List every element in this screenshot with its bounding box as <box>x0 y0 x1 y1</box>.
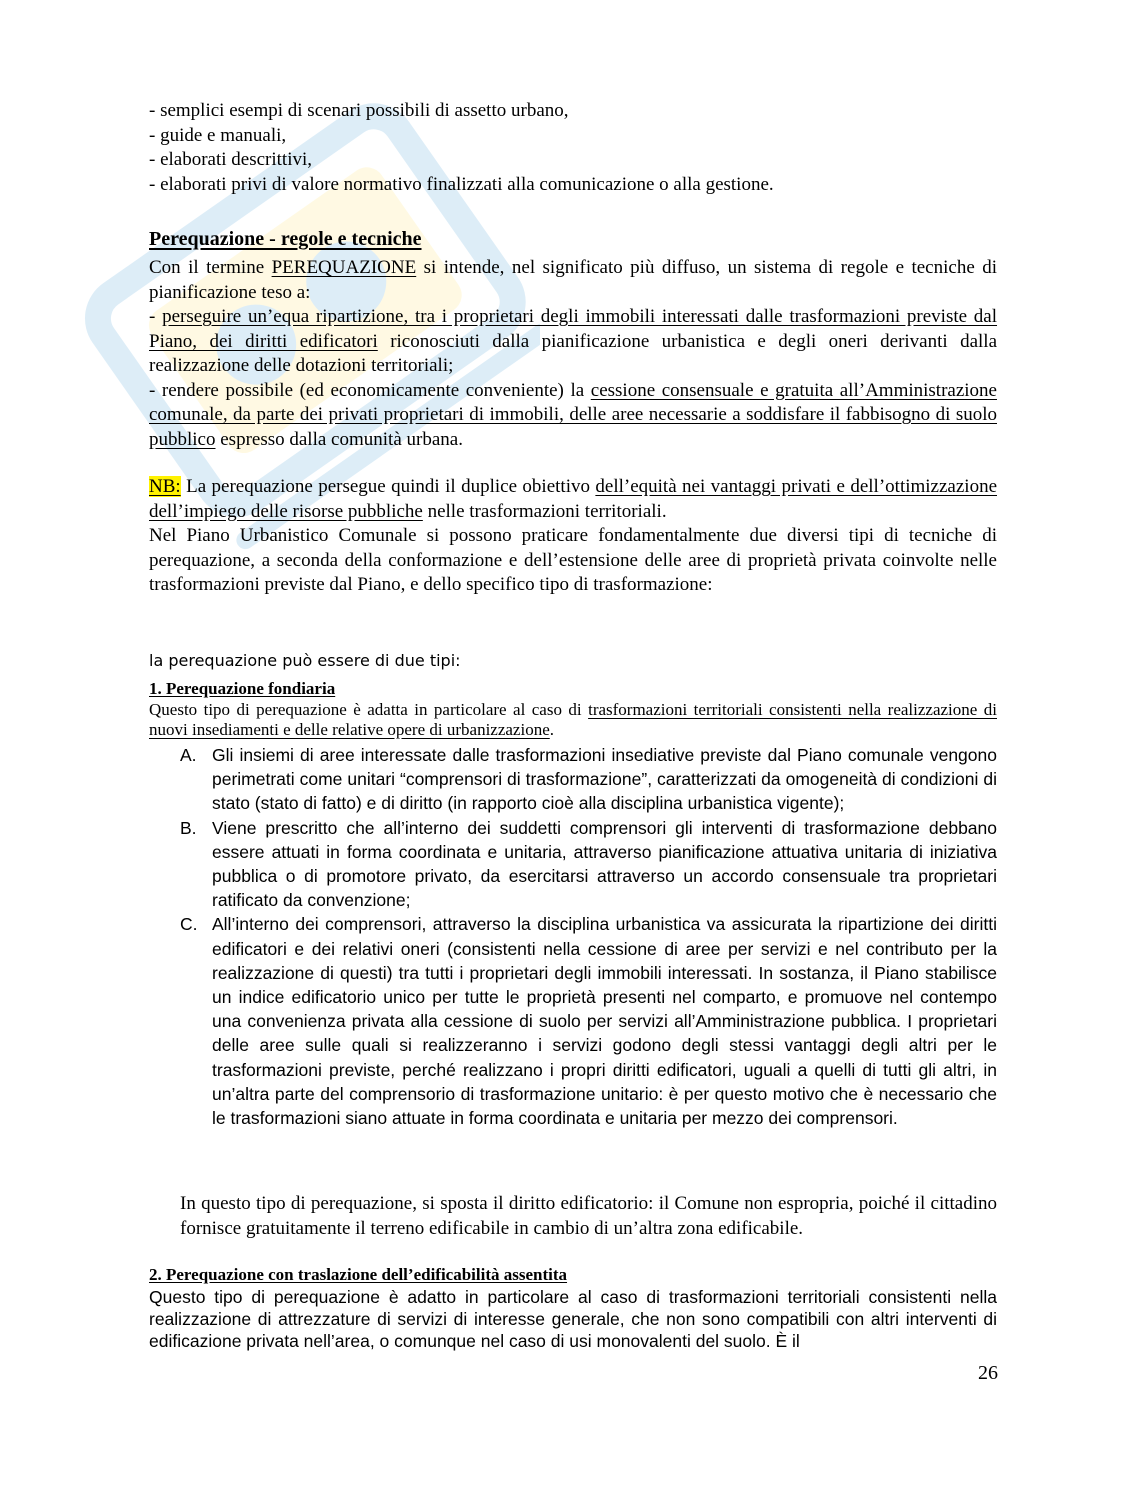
type2-block <box>149 1264 997 1352</box>
intro-item: - semplici esempi di scenari possibili di assetto urbano, <box>149 100 569 121</box>
section-body <box>149 256 997 452</box>
list-item: A. Gli insiemi di aree interessate dalle trasformazioni insediative previste dal Piano comunale vengono perimetrati come unitari “comprensori di trasformazione”, caratterizzati da omogeneità di condizioni di stato (stato di fatto) e di diritto (in rapporto cioè alla disciplina urbanistica vigente); <box>180 745 997 814</box>
nb-block <box>149 475 997 598</box>
type1-block <box>149 678 997 740</box>
intro-item: - elaborati privi di valore normativo finalizzati alla comunicazione o alla gestione. <box>149 173 774 195</box>
type2-title: 2. Perequazione con traslazione dell’edificabilità assentita <box>149 1265 568 1284</box>
page-number: 26 <box>978 1362 998 1384</box>
nb-label: NB: <box>149 476 181 497</box>
intro-item: - guide e manuali, <box>149 124 287 146</box>
term-perequazione: PEREQUAZIONE <box>271 257 417 278</box>
section-title: Perequazione - regole e tecniche <box>149 228 422 250</box>
list-item: C. All’interno dei comprensori, attraverso la disciplina urbanistica va assicurata la ripartizione dei diritti edificatori e dei relativi oneri (consistenti nella cessione di aree per servizi e nel contributo per la realizzazione di questi) tra tutti i proprietari degli immobili interessati. In sostanza, il Piano stabilisce un indice edificatorio unico per tutte le proprietà presenti nel comparto, e promuove nel contempo una convenienza privata alla cessione di suolo per servizi all’Amministrazione pubblica. I proprietari delle aree sulle quali si realizzeranno i servizi godono degli stessi vantaggi degli altri per le trasformazioni previste, perché realizzano i propri diritti edificatori, uguali a quelli di tutti gli altri, in un’altra parte del comprensorio di trasformazione unitario: è per questo motivo che è necessario che le trasformazioni siano attuate in forma coordinata e unitaria per mezzo dei comprensori. <box>180 914 997 1129</box>
bullet-cessione: - rendere possibile (ed economicamente conveniente) la cessione consensuale e gratuita all’Amministrazione comunale, da parte dei privati proprietari di immobili, delle aree necessarie a soddisfare il fabbisogno di suolo pubblico espresso dalla comunità urbana. <box>149 379 997 450</box>
intro-item: - elaborati descrittivi, <box>149 149 313 170</box>
type1-note: In questo tipo di perequazione, si sposta il diritto edificatorio: il Comune non espropria, poiché il cittadino fornisce gratuitamente il terreno edificabile in cambio di un’altra zona edificabile. <box>180 1193 997 1239</box>
type1-list <box>180 743 997 1130</box>
list-item: B. Viene prescritto che all’interno dei suddetti comprensori gli interventi di trasformazione debbano essere attuati in forma coordinata e unitaria, attraverso pianificazione attuativa unitaria di iniziativa pubblica o di promotore privato, da esercitarsi attraverso un accordo consensuale tra proprietari ratificato da convenzione; <box>180 817 997 911</box>
nb-paragraph: NB: La perequazione persegue quindi il duplice obiettivo dell’equità nei vantaggi privati e dell’ottimizzazione dell’impiego delle risorse pubbliche nelle trasformazioni territoriali. <box>149 476 997 522</box>
type1-description: Questo tipo di perequazione è adatta in particolare al caso di trasformazioni territoriali consistenti nella realizzazione di nuovi insediamenti e delle relative opere di urbanizzazione. <box>149 700 997 739</box>
piano-paragraph: Nel Piano Urbanistico Comunale si possono praticare fondamentalmente due diversi tipi di tecniche di perequazione, a seconda della conformazione e dell’estensione delle aree di proprietà privata coinvolte nelle trasformazioni previste dal Piano, e dello specifico tipo di trasformazione: <box>149 525 997 595</box>
bullet-equa-ripartizione: - perseguire un’equa ripartizione, tra i proprietari degli immobili interessati dalle trasformazioni previste dal Piano, dei diritti edificatori riconosciuti dalla pianificazione urbanistica e degli oneri derivanti dalla realizzazione delle dotazioni territoriali; <box>149 306 998 376</box>
type2-description: Questo tipo di perequazione è adatto in particolare al caso di trasformazioni territoriali consistenti nella realizzazione di attrezzature di servizi di interesse generale, che non sono compatibili con altri interventi di edificazione privata nell’area, o comunque nel caso di usi monovalenti del suolo. È il <box>149 1287 997 1351</box>
intro-list <box>149 99 997 197</box>
definition-paragraph: Con il termine PEREQUAZIONE si intende, nel significato più diffuso, un sistema di regole e tecniche di pianificazione teso a: <box>149 257 997 303</box>
type1-title: 1. Perequazione fondiaria <box>149 679 336 698</box>
types-intro: la perequazione può essere di due tipi: <box>149 651 461 670</box>
